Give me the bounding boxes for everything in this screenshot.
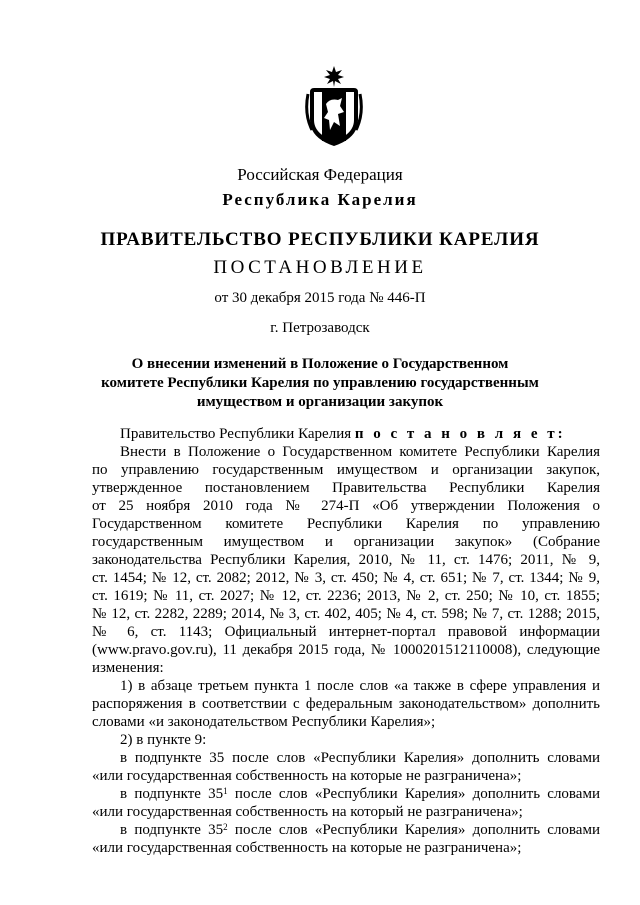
- intro-text: Правительство Республики Карелия: [120, 426, 355, 442]
- body-line: законодательства Республики Карелия, 2010, № 11, ст. 1476; 2011, № 9,: [92, 552, 600, 568]
- body-line: «или государственная собственность на который не разграничена»;: [92, 804, 523, 820]
- body-line: № 6, ст. 1143; Официальный интернет-портал правовой информации: [92, 624, 600, 640]
- body-line: 2) в пункте 9:: [120, 732, 207, 748]
- sub-item-sup: 1: [223, 786, 228, 796]
- body-line: от 25 ноября 2010 года № 274-П «Об утверждении Положения о: [92, 498, 600, 514]
- city: г. Петрозаводск: [270, 320, 370, 336]
- sub-item-pre: в подпункте 35: [120, 786, 224, 802]
- body-line: «или государственная собственность на которые не разграничена»;: [92, 768, 522, 784]
- body-line: «или государственная собственность на которые не разграничена»;: [92, 840, 522, 856]
- body-line: ст. 1454; № 12, ст. 2082; 2012, № 3, ст. 450; № 4, ст. 651; № 7, ст. 1344; № 9,: [92, 570, 600, 586]
- resolves-word: п о с т а н о в л я е т:: [354, 426, 566, 442]
- sub-item-pre: в подпункте 35: [120, 822, 224, 838]
- document-title-line: О внесении изменений в Положение о Государственном: [131, 356, 509, 372]
- body-line: распоряжения в соответствии с федеральным законодательством» дополнить: [92, 696, 600, 712]
- body-line: словами «и законодательством Республики Карелия»;: [92, 714, 436, 730]
- coat-of-arms-icon: [300, 64, 368, 148]
- sub-item-post: после слов «Республики Карелия» дополнить словами: [227, 822, 600, 838]
- country-name: Российская Федерация: [237, 165, 403, 184]
- document-title-line: имуществом и организации закупок: [196, 394, 444, 410]
- document-title-line: комитете Республики Карелия по управлению государственным: [101, 375, 539, 391]
- sub-item-sup: 2: [223, 822, 228, 832]
- government-name: ПРАВИТЕЛЬСТВО РЕСПУБЛИКИ КАРЕЛИЯ: [100, 229, 540, 250]
- sub-item-post: после слов «Республики Карелия» дополнить словами: [227, 786, 600, 802]
- sub-item-line: [92, 821, 600, 839]
- document-date-number: от 30 декабря 2015 года № 446-П: [214, 290, 426, 306]
- intro-line: [92, 425, 600, 443]
- body-line: 1) в абзаце третьем пункта 1 после слов «а также в сфере управления и: [120, 678, 600, 694]
- body-line: ст. 1619; № 11, ст. 2027; № 12, ст. 2236; 2013, № 2, ст. 250; № 10, ст. 1855;: [92, 588, 600, 604]
- body-line: в подпункте 35 после слов «Республики Карелия» дополнить словами: [120, 750, 600, 766]
- body-line: изменения:: [92, 660, 164, 676]
- body-line: утвержденное постановлением Правительства Республики Карелия: [92, 480, 600, 496]
- republic-name: Республика Карелия: [222, 190, 418, 209]
- sub-item-line: [92, 785, 600, 803]
- document-type: ПОСТАНОВЛЕНИЕ: [213, 257, 427, 278]
- body-line: по управлению государственным имуществом и организации закупок,: [92, 462, 600, 478]
- body-line: государственным имуществом и организации закупок» (Собрание: [92, 534, 600, 550]
- body-line: (www.pravo.gov.ru), 11 декабря 2015 года, № 1000201512110008), следующие: [92, 642, 600, 658]
- body-line: Государственном комитете Республики Карелия по управлению: [92, 516, 600, 532]
- body-line: № 12, ст. 2282, 2289; 2014, № 3, ст. 402, 405; № 4, ст. 598; № 7, ст. 1288; 2015,: [92, 606, 600, 622]
- body-line: Внести в Положение о Государственном комитете Республики Карелия: [120, 444, 600, 460]
